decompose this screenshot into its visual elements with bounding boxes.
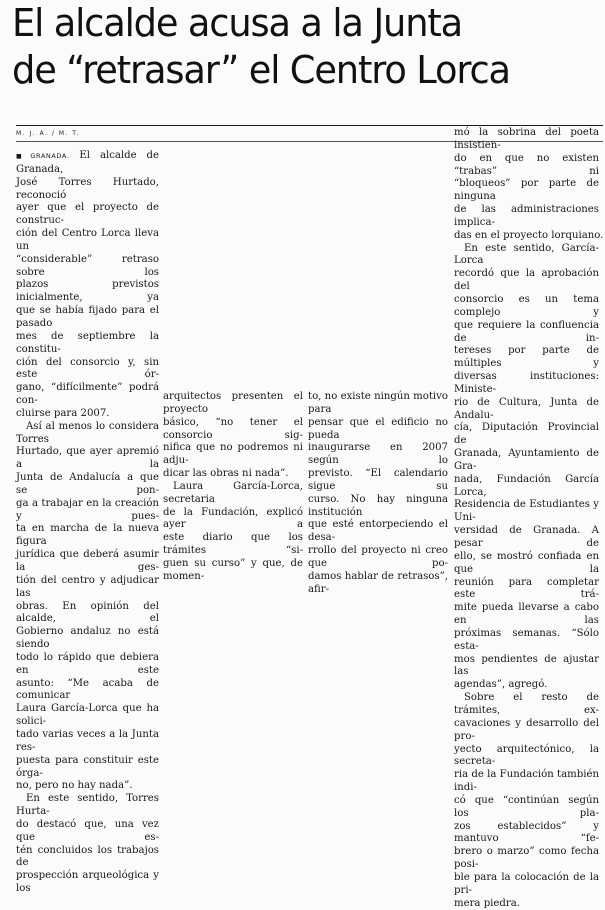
body-line: to, no existe ningún motivo para [308,391,448,415]
body-line: mó la sobrina del poeta insistien- [454,127,599,151]
body-line: zos establecidos” y mantuvo “fe- [454,820,599,845]
body-line: este diario que los trámites “si- [163,532,303,557]
body-line: que esté entorpeciendo el desa- [308,519,448,544]
body-line: arquitectos presenten el proyecto [163,391,303,415]
body-line: plazos previstos inicialmente, ya [16,279,159,304]
body-line: Así al menos lo considera Torres [16,420,159,445]
body-line: versidad de Granada. A pesar de [454,525,599,549]
body-line: de la Fundación, explicó ayer a [163,506,303,531]
body-line: José Torres Hurtado, reconoció [16,176,159,201]
body-line: inaugurarse en 2007 según lo [308,442,448,467]
body-line: “bloqueos” por parte de ninguna [454,178,599,203]
body-line: das en el proyecto lorquiano. [454,229,604,241]
body-line: no, pero no hay nada”. [16,780,133,792]
body-line: ga a trabajar en la creación y pues- [16,497,159,522]
body-line: ■ GRANADA. El alcalde de Granada, [16,150,160,175]
body-line: guen su curso” y que, de momen- [163,557,303,582]
body-line: diversas instituciones: Ministe- [454,371,599,395]
body-line: previsto. “El calendario sigue su [308,468,448,492]
body-line: Junta de Andalucía a que se pon- [16,472,159,496]
body-line: cavaciones y desarrollo del pro- [454,717,599,742]
column-1 [16,150,160,895]
body-line: tén concluidos los trabajos de [16,844,159,869]
body-line: curso. No hay ninguna institución [308,493,448,518]
body-line: próximas semanas. “Sólo esta- [454,627,599,652]
body-line: Laura García-Lorca, secretaria [163,480,303,505]
body-line: que requiere la confluencia de in- [454,319,599,344]
body-line: Gobierno andaluz no está siendo [16,626,159,651]
body-line: rio de Cultura, Junta de Andalu- [454,396,599,421]
top-divider [16,125,603,126]
body-line: yecto arquitectónico, la secreta- [454,743,599,768]
body-line: Hurtado, que ayer apremió a la [16,446,159,471]
body-line: puesta para constituir este órga- [16,754,159,779]
body-line: de las administraciones implica- [454,204,599,228]
headline-line-2: de “retrasar” el Centro Lorca [12,48,510,93]
body-line: mos pendientes de ajustar las [454,653,599,678]
body-line: mera piedra. [454,897,520,909]
body-line: tereses por parte de múltiples y [454,345,599,370]
body-line: cía, Diputación Provincial de [454,422,599,447]
square-bullet-icon: ■ [16,153,29,160]
body-line: En este sentido, García-Lorca [454,242,599,267]
headline-line-1: El alcalde acusa a la Junta [12,1,463,46]
column-3 [308,391,448,595]
body-line: cluirse para 2007. [16,407,110,419]
body-line: damos hablar de retrasos”, afir- [308,570,448,595]
body-line: Laura García-Lorca que ha solici- [16,703,159,728]
body-line: do en que no existen “trabas” ni [454,152,599,177]
body-line: ción del Centro Lorca lleva un [16,228,159,252]
body-line: dicar las obras ni nada”. [163,468,289,480]
body-line: do destacó que, una vez que es- [16,818,159,843]
body-line: “considerable” retraso sobre los [16,253,159,278]
body-line: ción del consorcio y, sin este ór- [16,356,159,381]
body-line: ello, se mostró confiada en que la [454,550,599,575]
column-4 [454,127,604,909]
body-line: mes de septiembre la constitu- [16,330,159,355]
body-line: jurídica que deberá asumir la ges- [16,549,159,573]
body-line: gano, “difícilmente” podrá con- [16,382,159,407]
body-line: tado varias veces a la Junta res- [16,728,159,753]
body-line: recordó que la aprobación del [454,268,599,293]
body-line: ble para la colocación de la pri- [454,871,599,896]
location-tag: GRANADA. [30,152,70,160]
body-line: tión del centro y adjudicar las [16,574,159,599]
body-line: ria de la Fundación también indi- [454,769,599,794]
body-line: Residencia de Estudiantes y Uni- [454,499,599,524]
body-line: reunión para completar este trá- [454,576,599,601]
body-line: ayer que el proyecto de construc- [16,202,159,227]
body-line: có que “continúan según los pla- [454,794,599,819]
body-line: ta en marcha de la nueva figura [16,523,159,548]
body-line: nada, Fundación García Lorca, [454,473,599,498]
body-line: En este sentido, Torres Hurta- [16,793,159,818]
body-line: obras. En opinión del alcalde, el [16,600,159,625]
body-line: Granada, Ayuntamiento de Gra- [454,448,599,472]
body-line: agendas”, agregó. [454,679,548,691]
column-2 [163,391,303,582]
body-line: pensar que el edificio no pueda [308,416,448,441]
body-line: rrollo del proyecto ni creo que po- [308,545,448,569]
body-line: asunto: “Me acaba de comunicar [16,677,159,702]
body-line: Sobre el resto de trámites, ex- [454,692,599,716]
body-line: brero o marzo” como fecha posi- [454,846,599,871]
body-line: todo lo rápido que debiera en este [16,651,159,676]
body-line: mite pueda llevarse a cabo en las [454,602,599,627]
body-line: prospección arqueológica y los [16,870,159,895]
article-headline [12,0,575,94]
body-line: nifica que no podremos ni adju- [163,442,303,467]
body-line: consorcio es un tema complejo y [454,293,599,318]
body-line: que se había fijado para el pasado [16,305,159,329]
body-line: básico, “no tener el consorcio sig- [163,416,303,441]
byline: M. J. A. / M. T. [16,130,81,137]
